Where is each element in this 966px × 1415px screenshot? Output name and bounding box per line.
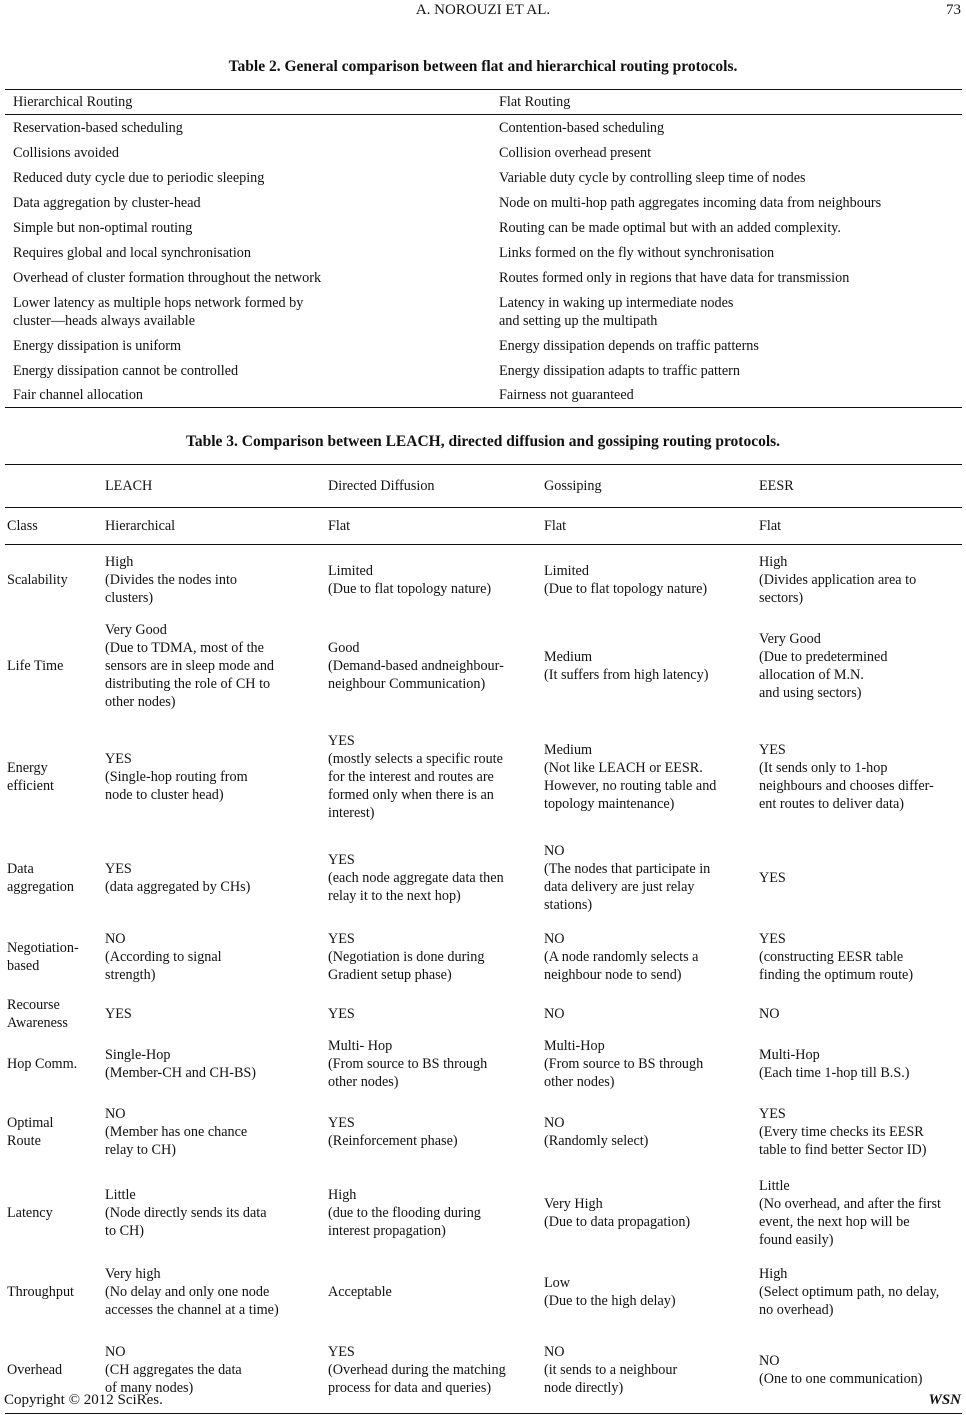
table-row [5, 995, 962, 1033]
table3-cell: Multi-Hop (Each time 1-hop till B.S.) [759, 1047, 910, 1081]
table2-cell: Energy dissipation is uniform [13, 337, 182, 354]
table3-cell: Hierarchical [103, 508, 326, 545]
table3-cell: NO (One to one communication) [757, 1327, 962, 1414]
table2-cell: Collisions avoided [13, 144, 120, 161]
table2-cell: Simple but non-optimal routing [13, 219, 193, 236]
table2-column-header: Flat Routing [491, 90, 962, 115]
table-row [5, 383, 962, 408]
table3-cell: YES [328, 1006, 355, 1022]
table3-column-header: Directed Diffusion [326, 465, 542, 508]
table3-cell: Limited (Due to flat topology nature) [328, 563, 492, 597]
table3-row-label: Negotiation- based [7, 940, 79, 974]
running-head-authors: A. NOROUZI ET AL. [415, 2, 551, 18]
table3-cell: Multi-Hop (From source to BS through other nodes) [544, 1038, 704, 1090]
table2-column-header: Hierarchical Routing [5, 90, 491, 115]
table3-cell: YES (Negotiation is done during Gradient setup phase) [328, 931, 485, 983]
table3-cell: Limited (Due to flat topology nature) [544, 563, 708, 597]
table-row [5, 190, 962, 215]
table3-cell: YES (It sends only to 1-hop neighbours and chooses differ- ent routes to deliver data) [759, 742, 934, 812]
table3-cell: Multi- Hop (From source to BS through other nodes) [328, 1038, 488, 1090]
table3-column-header: EESR [757, 465, 962, 508]
table3-cell: Flat [542, 508, 757, 545]
table3-row-label: Throughput [7, 1284, 74, 1300]
table2-cell: Energy dissipation adapts to traffic pattern [499, 362, 740, 379]
table3 [5, 464, 962, 1414]
table3-cell: NO (The nodes that participate in data delivery are just relay stations) [544, 843, 711, 913]
table3-cell: Flat [326, 508, 542, 545]
table3-cell: High (Divides application area to sectors) [759, 554, 917, 606]
table3-cell: Acceptable [328, 1284, 392, 1300]
table2-cell: Variable duty cycle by controlling sleep time of nodes [499, 169, 806, 186]
table2-cell: Node on multi-hop path aggregates incoming data from neighbours [499, 194, 882, 211]
table3-cell: NO (Randomly select) [544, 1114, 649, 1149]
table2-cell: Data aggregation by cluster-head [13, 194, 201, 211]
table3-cell: Low (Due to the high delay) [544, 1275, 676, 1309]
table-row [5, 358, 962, 383]
table2-cell: Collision overhead present [499, 144, 652, 161]
table-row [5, 265, 962, 290]
table3-cell: High (Divides the nodes into clusters) [105, 554, 238, 606]
table3-cell: YES (each node aggregate data then relay it to the next hop) [328, 852, 504, 904]
page-number: 73 [946, 2, 961, 18]
table3-column-header: LEACH [103, 465, 326, 508]
table2-header-row [5, 90, 962, 115]
table2-cell: Routes formed only in regions that have data for transmission [499, 269, 850, 286]
table2-cell: Links formed on the fly without synchronisation [499, 244, 775, 261]
copyright-notice: Copyright © 2012 SciRes. [4, 1392, 163, 1408]
table-row [5, 215, 962, 240]
table2-cell: Contention-based scheduling [499, 119, 665, 136]
table-row [5, 333, 962, 358]
table2 [5, 89, 962, 408]
table3-cell: Very high (No delay and only one node accesses the channel at a time) [105, 1266, 279, 1318]
table2-cell: Reservation-based scheduling [13, 119, 183, 136]
table3-row-label: Hop Comm. [7, 1056, 78, 1072]
table2-cell: Latency in waking up intermediate nodes and setting up the multipath [499, 294, 734, 329]
table3-column-header [5, 465, 103, 508]
table-row [5, 1095, 962, 1168]
table-row [5, 290, 962, 333]
table3-cell: Little (No overhead, and after the first event, the next hop will be found easily) [759, 1177, 941, 1248]
table-row [5, 919, 962, 995]
table3-row-label: Recourse Awareness [7, 997, 68, 1031]
table2-cell: Fairness not guaranteed [491, 383, 962, 408]
table3-cell: Good (Demand-based andneighbour- neighbour Communication) [328, 640, 504, 692]
table-row [5, 140, 962, 165]
table3-cell: NO (CH aggregates the data of many nodes) [103, 1327, 326, 1414]
table3-cell: Flat [757, 508, 962, 545]
table3-row-label: Latency [7, 1204, 53, 1221]
table3-caption: Table 3. Comparison between LEACH, directed diffusion and gossiping routing protocols. [185, 433, 781, 450]
table2-caption: Table 2. General comparison between flat and hierarchical routing protocols. [228, 58, 738, 75]
journal-name: WSN [928, 1392, 961, 1408]
table2-cell: Fair channel allocation [5, 383, 491, 408]
table-row [5, 240, 962, 265]
table3-cell: NO (A node randomly selects a neighbour node to send) [544, 931, 699, 983]
table3-cell: NO [759, 1006, 780, 1022]
table-row [5, 545, 962, 616]
table3-cell: YES [105, 1006, 132, 1022]
table3-class-row [5, 508, 962, 545]
table3-header-row [5, 465, 962, 508]
table3-cell: Medium (Not like LEACH or EESR. However, no routing table and topology maintenance) [544, 742, 717, 812]
table-row [5, 1168, 962, 1257]
table3-cell: YES (constructing EESR table finding the optimum route) [759, 931, 914, 983]
table-row [5, 717, 962, 837]
table3-row-label: Energy efficient [7, 760, 55, 794]
table2-cell: Lower latency as multiple hops network formed by cluster—heads always available [13, 294, 304, 329]
table2-cell: Requires global and local synchronisation [13, 244, 251, 261]
table3-cell: Single-Hop (Member-CH and CH-BS) [105, 1047, 257, 1081]
table3-cell: NO (According to signal strength) [105, 931, 222, 983]
table3-column-header: Gossiping [542, 465, 757, 508]
table3-cell: Very Good (Due to predetermined allocation of M.N. and using sectors) [759, 631, 888, 701]
table-row [5, 837, 962, 919]
table3-cell: YES [759, 870, 786, 886]
table2-cell: Energy dissipation depends on traffic patterns [499, 337, 759, 354]
table2-cell: Overhead of cluster formation throughout the network [13, 269, 322, 286]
page-header [0, 0, 966, 30]
table3-cell: Very Good (Due to TDMA, most of the sensors are in sleep mode and distributing the role of CH to other nodes) [105, 622, 275, 710]
table3-row-label: Scalability [7, 572, 68, 588]
table3-cell: YES (Single-hop routing from node to cluster head) [105, 751, 248, 803]
table-row [5, 1257, 962, 1327]
table3-cell: YES (Reinforcement phase) [328, 1114, 458, 1149]
table3-cell: Very High (Due to data propagation) [544, 1195, 691, 1230]
table3-cell: YES (mostly selects a specific route for the interest and routes are formed only when there is an interest) [328, 733, 503, 821]
table-row [5, 115, 962, 141]
table3-row-label: Class [5, 508, 103, 545]
table3-cell: NO (it sends to a neighbour node directly) [542, 1327, 757, 1414]
table3-row-label: Data aggregation [7, 861, 74, 895]
table3-row-label: Life Time [7, 658, 64, 674]
table3-cell: Little (Node directly sends its data to CH) [105, 1186, 267, 1239]
table3-cell: High (due to the flooding during interest propagation) [328, 1186, 481, 1239]
table3-cell: YES (Overhead during the matching process for data and queries) [326, 1327, 542, 1414]
table3-row-label: Overhead [5, 1327, 103, 1414]
table-row [5, 615, 962, 717]
table2-cell: Energy dissipation cannot be controlled [13, 362, 239, 379]
table-row [5, 1033, 962, 1095]
table3-row-label: Optimal Route [7, 1114, 54, 1149]
table2-cell: Routing can be made optimal but with an added complexity. [499, 219, 841, 236]
table3-cell: YES (data aggregated by CHs) [105, 861, 251, 895]
table3-cell: YES (Every time checks its EESR table to find better Sector ID) [759, 1105, 927, 1158]
table2-cell: Reduced duty cycle due to periodic sleeping [13, 169, 265, 186]
table-row [5, 165, 962, 190]
table3-cell: NO (Member has one chance relay to CH) [105, 1105, 248, 1158]
table3-cell: NO [544, 1006, 565, 1022]
table3-cell: Medium (It suffers from high latency) [544, 649, 709, 683]
table3-cell: High (Select optimum path, no delay, no overhead) [759, 1266, 940, 1318]
